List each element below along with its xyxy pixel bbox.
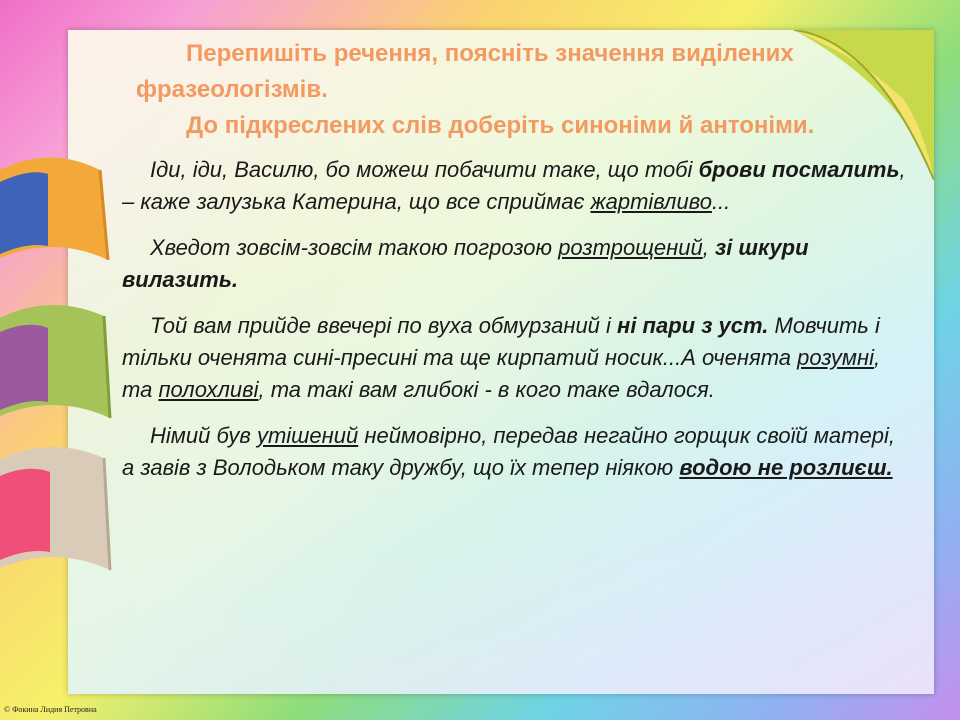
paragraph-2 xyxy=(122,232,912,296)
paragraph-3 xyxy=(122,310,912,406)
copyright-note: © Фокина Лидия Петровна xyxy=(4,705,97,714)
paragraph-3-segment-4: розумні xyxy=(797,345,874,370)
paragraph-3-segment-7: , та такі вам глибокі - в кого таке вдалося. xyxy=(258,377,715,402)
paragraph-2-segment-2: розтрощений xyxy=(558,235,703,260)
paragraph-4-segment-1: Німий був xyxy=(150,423,257,448)
paragraph-1 xyxy=(122,154,912,218)
paragraph-3-segment-1: Той вам прийде ввечері по вуха обмурзаний і xyxy=(150,313,618,338)
ribbon-beige-icon xyxy=(0,440,112,580)
task-line-1: Перепишіть речення, поясніть значення виділених фразеологізмів. xyxy=(136,40,794,103)
paragraph-1-segment-5: ... xyxy=(711,189,731,214)
paragraph-4-segment-3: неймовірно, передав негайно горщик своїй матері, а завів з Володьком таку дружбу, що їх тепер ніякою xyxy=(122,423,895,480)
ribbon-orange-icon xyxy=(0,150,112,270)
paragraph-2-segment-3: , xyxy=(702,235,715,260)
ribbon-green-icon xyxy=(0,298,112,428)
slide-content xyxy=(122,36,912,498)
task-line-2: До підкреслених слів доберіть синоніми й антоніми. xyxy=(186,112,815,139)
paragraph-1-segment-1: Іди, іди, Василю, бо можеш побачити таке, що тобі xyxy=(150,157,699,182)
paragraph-3-segment-6: полохливі xyxy=(158,377,259,402)
paragraph-2-segment-4: зі шкури вилазить. xyxy=(122,235,809,292)
task-instructions xyxy=(136,36,912,144)
paragraph-4-segment-4: водою не розлиєш. xyxy=(679,455,893,480)
paragraph-4 xyxy=(122,420,912,484)
paragraph-1-segment-3: , – каже залузька Катерина, що все сприймає xyxy=(122,157,906,214)
paragraph-3-segment-5: , та xyxy=(122,345,881,402)
paragraph-3-segment-3: Мовчить і тільки оченята сині-пресині та ще кирпатий носик...А оченята xyxy=(122,313,880,370)
paragraph-4-segment-2: утішений xyxy=(256,423,359,448)
paragraph-1-segment-4: жартівливо xyxy=(590,189,712,214)
paragraph-2-segment-1: Хведот зовсім-зовсім такою погрозою xyxy=(150,235,559,260)
paragraph-3-segment-2: ні пари з уст. xyxy=(617,313,769,338)
paragraph-1-segment-2: брови посмалить xyxy=(698,157,900,182)
